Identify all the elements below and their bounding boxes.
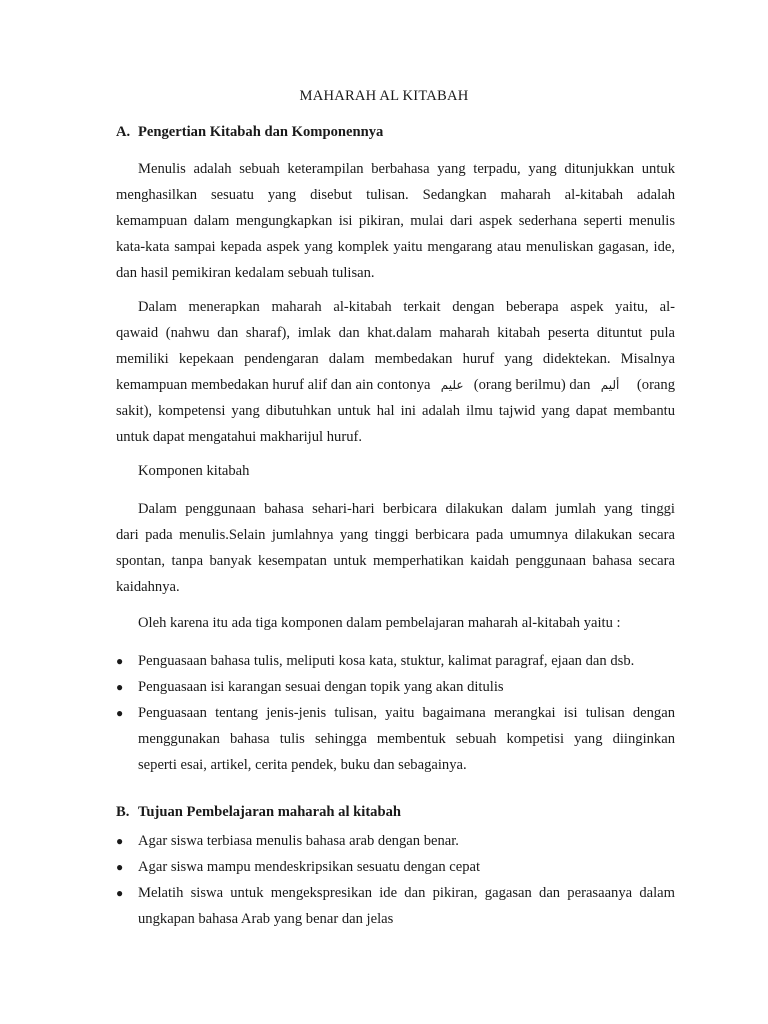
bullet-icon: ● — [116, 680, 124, 694]
bullet-icon: ● — [116, 706, 124, 720]
paragraph-3-line: spontan, tanpa banyak kesempatan untuk memperhatikan kaidah penggunaan bahasa secara — [116, 553, 675, 569]
list-item-text: Agar siswa terbiasa menulis bahasa arab dengan benar. — [138, 833, 459, 849]
paragraph-1-line: menghasilkan sesuatu yang disebut tulisan. Sedangkan maharah al-kitabah adalah — [116, 187, 675, 203]
paragraph-4 — [138, 610, 675, 636]
paragraph-1 — [116, 156, 675, 286]
list-item-text: seperti esai, artikel, cerita pendek, buku dan sebagainya. — [138, 757, 467, 773]
text-segment: (orang berilmu) dan — [473, 377, 591, 393]
komponen-label: Komponen kitabah — [138, 463, 250, 479]
paragraph-2 — [116, 294, 675, 450]
bullet-icon: ● — [116, 860, 124, 874]
paragraph-3 — [116, 496, 675, 600]
paragraph-3-line: Dalam penggunaan bahasa sehari-hari berbicara dilakukan dalam jumlah yang tinggi — [138, 501, 675, 517]
list-item-text: Penguasaan bahasa tulis, meliputi kosa kata, stuktur, kalimat paragraf, ejaan dan dsb. — [138, 653, 635, 669]
document-title: MAHARAH AL KITABAH — [299, 88, 469, 104]
paragraph-1-line: kata-kata sampai kepada aspek yang komplek yaitu mengarang atau menuliskan gagasan, ide, — [116, 239, 675, 255]
paragraph-3-line: dari pada menulis.Selain jumlahnya yang tinggi berbicara pada umumnya dilakukan secara — [116, 527, 675, 543]
list-item-text: Agar siswa mampu mendeskripsikan sesuatu dengan cepat — [138, 859, 481, 875]
arabic-word-alim: عليم — [440, 378, 464, 392]
list-item-text: ungkapan bahasa Arab yang benar dan jelas — [138, 911, 394, 927]
subheading-komponen — [138, 458, 675, 484]
bullet-icon: ● — [116, 654, 124, 668]
section-a-heading — [116, 124, 383, 141]
paragraph-1-line: dan hasil pemikiran kedalam sebuah tulisan. — [116, 265, 375, 281]
paragraph-3-line: kaidahnya. — [116, 579, 180, 595]
paragraph-2-line: Dalam menerapkan maharah al-kitabah terkait dengan beberapa aspek yaitu, al- — [138, 299, 675, 315]
paragraph-2-line: qawaid (nahwu dan sharaf), imlak dan khat.dalam maharah kitabah peserta dituntut pula — [116, 325, 675, 341]
list-item-text: Penguasaan isi karangan sesuai dengan topik yang akan ditulis — [138, 679, 504, 695]
list-item-text: menggunakan bahasa tulis sehingga membentuk sebuah kompetisi yang diinginkan — [138, 731, 675, 747]
section-b-heading — [116, 804, 401, 821]
paragraph-1-line: kemampuan dalam mengungkapkan isi pikiran, mulai dari aspek sederhana seperti menulis — [116, 213, 675, 229]
section-a-number: A. — [116, 124, 131, 140]
paragraph-2-line-arabic — [116, 372, 675, 398]
section-b-number: B. — [116, 804, 130, 820]
paragraph-4-line: Oleh karena itu ada tiga komponen dalam pembelajaran maharah al-kitabah yaitu : — [138, 615, 621, 631]
bullet-icon: ● — [116, 834, 124, 848]
text-segment: kemampuan membedakan huruf alif dan ain contonya — [116, 377, 431, 393]
bullet-icon: ● — [116, 886, 124, 900]
paragraph-2-line: untuk dapat mengatahui makharijul huruf. — [116, 429, 362, 445]
list-item-text: Penguasaan tentang jenis-jenis tulisan, yaitu bagaimana merangkai isi tulisan dengan — [138, 705, 675, 721]
paragraph-2-line: sakit), kompetensi yang dibutuhkan untuk hal ini adalah ilmu tajwid yang dapat membantu — [116, 403, 675, 419]
paragraph-1-line: Menulis adalah sebuah keterampilan berbahasa yang terpadu, yang ditunjukkan untuk — [138, 161, 675, 177]
section-b-title: Tujuan Pembelajaran maharah al kitabah — [138, 804, 402, 820]
text-segment: (orang — [629, 377, 675, 393]
section-a-title: Pengertian Kitabah dan Komponennya — [138, 124, 384, 140]
arabic-word-alim-sick: أليم — [600, 378, 620, 392]
paragraph-2-line: memiliki kepekaan pendengaran dalam membedakan huruf yang didektekan. Misalnya — [116, 351, 675, 367]
list-item-text: Melatih siswa untuk mengekspresikan ide dan pikiran, gagasan dan perasaanya dalam — [138, 885, 675, 901]
